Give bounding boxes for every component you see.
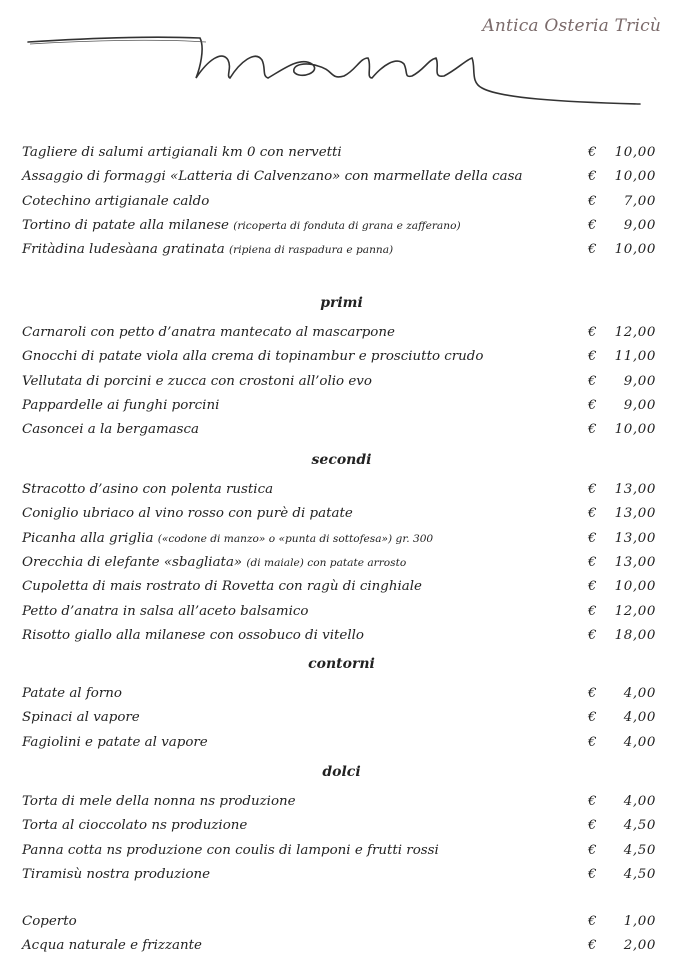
menu-item-title: Torta al cioccolato ns produzione [22, 818, 248, 834]
menu-item-price: 4,50 [623, 842, 656, 858]
currency-symbol: € [588, 554, 597, 570]
menu-item-price: 9,00 [623, 397, 656, 413]
currency-symbol: € [588, 217, 597, 233]
menu-item-name [22, 322, 395, 344]
menu-item-title: Panna cotta ns produzione con coulis di lamponi e frutti rossi [22, 842, 439, 858]
menu-item [22, 683, 662, 705]
menu-item-name [22, 239, 393, 261]
currency-symbol: € [588, 603, 597, 619]
menu-item-name [22, 191, 209, 213]
menu-item [22, 864, 662, 886]
currency-symbol: € [588, 794, 597, 809]
currency-symbol: € [588, 169, 597, 185]
menu-item-name [22, 166, 523, 188]
menu-item-name [22, 601, 308, 623]
menu-title [0, 0, 1, 1]
menu-item-price: 11,00 [614, 349, 656, 365]
menu-item-price: 7,00 [623, 193, 656, 209]
menu-item-name [22, 503, 353, 525]
currency-symbol: € [588, 627, 597, 643]
menu-item [22, 239, 662, 261]
menu-item-price: 2,00 [623, 938, 656, 954]
menu-item-name [22, 419, 199, 441]
currency-symbol: € [588, 530, 597, 546]
menu-item-title: Coniglio ubriaco al vino rosso con purè di patate [22, 506, 353, 522]
currency-symbol: € [588, 938, 597, 954]
currency-symbol: € [588, 373, 597, 389]
menu-item-title: Acqua naturale e frizzante [22, 938, 202, 954]
menu-item-title: Vellutata di porcini e zucca con crostoni all’olio evo [22, 373, 372, 389]
currency-symbol: € [588, 145, 597, 160]
menu-item-title: Torta di mele della nonna ns produzione [22, 794, 296, 809]
section-title-primi: primi [320, 295, 363, 311]
menu-item-name [22, 576, 422, 598]
menu-item-note: (ricoperta di fonduta di grana e zafferano) [233, 219, 461, 232]
menu-item-title: Picanha alla griglia [22, 530, 154, 546]
menu-item [22, 601, 662, 623]
currency-symbol: € [588, 242, 597, 258]
menu-item-name [22, 935, 202, 957]
menu-item [22, 395, 662, 417]
menu-item-title: Assaggio di formaggi «Latteria di Calvenzano» con marmellate della casa [22, 169, 523, 185]
menu-item [22, 791, 662, 813]
menu-item-title: Spinaci al vapore [22, 710, 140, 726]
currency-symbol: € [588, 579, 597, 595]
menu-item [22, 625, 662, 647]
menu-item-title: Tiramisù nostra produzione [22, 866, 211, 882]
menu-item-price: 4,00 [623, 794, 656, 809]
menu-item [22, 142, 662, 164]
menu-item-name [22, 479, 273, 501]
menu-item-name [22, 371, 372, 393]
currency-symbol: € [588, 325, 597, 340]
menu-item [22, 191, 662, 213]
currency-symbol: € [588, 710, 597, 726]
section-title-dolci: dolci [322, 764, 361, 780]
menu-item-price: 12,00 [614, 603, 656, 619]
menu-item [22, 815, 662, 837]
menu-item [22, 419, 662, 441]
menu-item [22, 707, 662, 729]
menu-item-price: 13,00 [614, 530, 656, 546]
menu-item-note: (di maiale) con patate arrosto [246, 556, 407, 569]
menu-item-title: Stracotto d’asino con polenta rustica [22, 482, 274, 497]
menu-item [22, 576, 662, 598]
currency-symbol: € [588, 914, 597, 929]
menu-item-name [22, 395, 219, 417]
menu-item-note: («codone di manzo» o «punta di sottofesa») gr. 300 [157, 532, 434, 545]
currency-symbol: € [588, 842, 597, 858]
currency-symbol: € [588, 397, 597, 413]
menu-item-name [22, 625, 364, 647]
menu-item [22, 935, 662, 957]
menu-item-price: 13,00 [614, 482, 656, 497]
menu-item-price: 4,50 [623, 866, 656, 882]
menu-item-title: Pappardelle ai funghi porcini [22, 397, 220, 413]
currency-symbol: € [588, 686, 597, 701]
menu-item-title: Casoncei a la bergamasca [22, 422, 200, 438]
menu-item-price: 4,50 [623, 818, 656, 834]
menu-item-name [22, 791, 296, 813]
menu-item-price: 4,00 [623, 686, 656, 701]
menu-item-title: Petto d’anatra in salsa all’aceto balsamico [22, 603, 309, 619]
menu-item [22, 528, 662, 550]
menu-item [22, 911, 662, 933]
menu-item [22, 322, 662, 344]
menu-item-title: Patate al forno [22, 686, 122, 701]
menu-item-name [22, 911, 77, 933]
menu-item-title: Cupoletta di mais rostrato di Rovetta con ragù di cinghiale [22, 579, 422, 595]
menu-item-title: Carnaroli con petto d’anatra mantecato al mascarpone [22, 325, 395, 340]
menu-item-title: Gnocchi di patate viola alla crema di topinambur e prosciutto crudo [22, 349, 484, 365]
menu-item [22, 215, 662, 237]
currency-symbol: € [588, 818, 597, 834]
menu-item-price: 10,00 [614, 145, 656, 160]
menu-item [22, 552, 662, 574]
menu-item-title: Tagliere di salumi artigianali km 0 con nervetti [22, 145, 342, 160]
currency-symbol: € [588, 193, 597, 209]
menu-item-price: 4,00 [623, 710, 656, 726]
menu-item [22, 371, 662, 393]
menu-item-name [22, 707, 140, 729]
menu-item [22, 346, 662, 368]
menu-item-price: 10,00 [614, 169, 656, 185]
menu-item-title: Tortino di patate alla milanese [22, 217, 229, 233]
menu-item-name [22, 864, 210, 886]
menu-item-title: Fagiolini e patate al vapore [22, 734, 208, 750]
menu-item-name [22, 528, 433, 550]
menu-item-name [22, 215, 461, 237]
menu-item [22, 503, 662, 525]
menu-item-price: 13,00 [614, 554, 656, 570]
menu-item-name [22, 732, 208, 754]
menu-item-name [22, 840, 439, 862]
menu-item-title: Coperto [22, 914, 77, 929]
restaurant-name: Antica Osteria Tricù [482, 16, 661, 36]
menu-item-title: Risotto giallo alla milanese con ossobuco di vitello [22, 627, 364, 643]
currency-symbol: € [588, 422, 597, 438]
menu-item-price: 9,00 [623, 373, 656, 389]
menu-item-title: Orecchia di elefante «sbagliata» [22, 554, 243, 570]
menu-script-logo [0, 20, 683, 120]
currency-symbol: € [588, 482, 597, 497]
menu-item-name [22, 142, 342, 164]
menu-item-price: 10,00 [614, 422, 656, 438]
menu-item [22, 732, 662, 754]
menu-item-name [22, 683, 122, 705]
menu-item-price: 4,00 [623, 734, 656, 750]
menu-item [22, 479, 662, 501]
currency-symbol: € [588, 506, 597, 522]
section-title-secondi: secondi [311, 452, 372, 468]
menu-item-note: (ripiena di raspadura e panna) [229, 244, 394, 257]
menu-item-name [22, 346, 483, 368]
section-title-contorni: contorni [308, 656, 375, 672]
menu-item [22, 840, 662, 862]
menu-item-price: 13,00 [614, 506, 656, 522]
menu-item-price: 10,00 [614, 242, 656, 258]
menu-item-price: 12,00 [614, 325, 656, 340]
menu-item-title: Fritàdina ludesàana gratinata [22, 242, 225, 258]
menu-item-title: Cotechino artigianale caldo [22, 193, 210, 209]
menu-item-price: 9,00 [623, 217, 656, 233]
currency-symbol: € [588, 866, 597, 882]
menu-item [22, 166, 662, 188]
menu-item-name [22, 815, 247, 837]
menu-item-price: 1,00 [623, 914, 656, 929]
menu-item-name [22, 552, 406, 574]
currency-symbol: € [588, 349, 597, 365]
menu-item-price: 10,00 [614, 579, 656, 595]
menu-item-price: 18,00 [614, 627, 656, 643]
currency-symbol: € [588, 734, 597, 750]
